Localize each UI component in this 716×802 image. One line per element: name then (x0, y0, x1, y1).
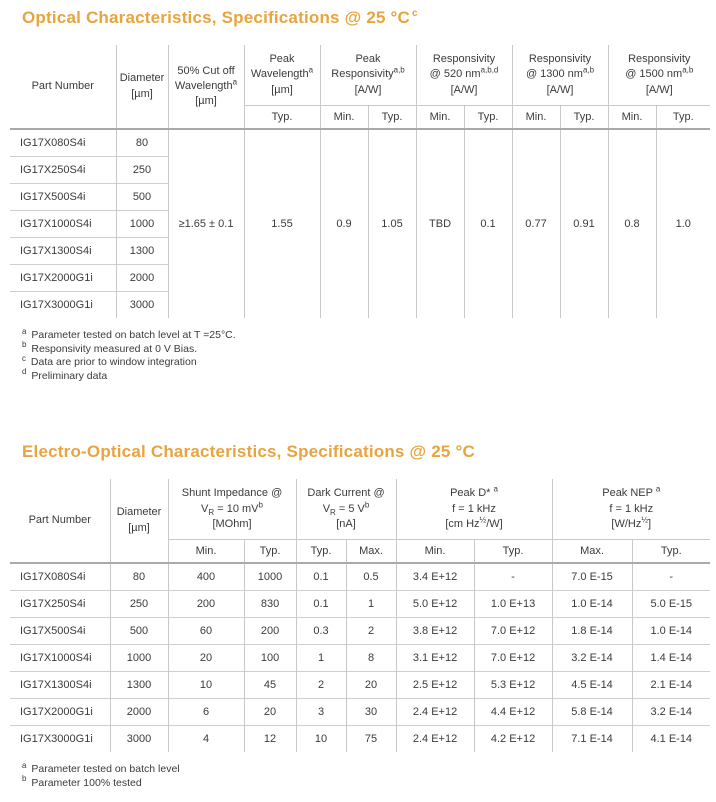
value-cell: 500 (116, 184, 168, 211)
merged-value-cell: 1.55 (244, 129, 320, 318)
value-cell: 4.4 E+12 (474, 699, 552, 726)
value-cell: 3.1 E+12 (396, 645, 474, 672)
part-number-cell: IG17X250S4i (10, 157, 116, 184)
value-cell: 10 (296, 726, 346, 753)
table-row (10, 129, 710, 157)
value-cell: 1.0 E+13 (474, 591, 552, 618)
footnote: $^b$ Parameter 100% tested (22, 774, 142, 789)
electro-optical-table-holder (10, 479, 710, 752)
column-header: Part Number (10, 45, 116, 129)
value-cell: 7.0 E+12 (474, 645, 552, 672)
value-cell: 500 (110, 618, 168, 645)
subcolumn-header: Min. (608, 106, 656, 130)
subcolumn-header: Typ. (368, 106, 416, 130)
subcolumn-header: Typ. (632, 540, 710, 564)
value-cell: 5.0 E+12 (396, 591, 474, 618)
subcolumn-header: Typ. (474, 540, 552, 564)
value-cell: 3000 (116, 292, 168, 319)
value-cell: 3.8 E+12 (396, 618, 474, 645)
column-header: Shunt Impedance @ $V_R = 10$ $mV^b$ [MOhm] (168, 479, 296, 540)
subcolumn-header: Max. (552, 540, 632, 564)
value-cell: 1000 (110, 645, 168, 672)
value-cell: 1300 (110, 672, 168, 699)
table-row (10, 699, 710, 726)
value-cell: 250 (110, 591, 168, 618)
value-cell: 7.0 E-15 (552, 563, 632, 591)
value-cell: 45 (244, 672, 296, 699)
value-cell: 5.3 E+12 (474, 672, 552, 699)
value-cell: 6 (168, 699, 244, 726)
value-cell: 2000 (110, 699, 168, 726)
value-cell: 0.5 (346, 563, 396, 591)
optical-table-holder (10, 45, 710, 318)
part-number-cell: IG17X500S4i (10, 184, 116, 211)
value-cell: 5.0 E-15 (632, 591, 710, 618)
optical-footnotes (10, 326, 710, 383)
section-title-text: Electro-Optical Characteristics, Specifications @ 25 °C (22, 442, 475, 462)
value-cell: 8 (346, 645, 396, 672)
column-header: Peak Responsivity$^{a,b}$ [A/W] (320, 45, 416, 106)
part-number-cell: IG17X2000G1i (10, 265, 116, 292)
column-header: Peak D* $^a$ f = 1 kHz [cm $Hz^{\frac{1}{2}}/W$] (396, 479, 552, 540)
merged-value-cell: 0.1 (464, 129, 512, 318)
header-row (10, 45, 710, 106)
value-cell: 1.0 E-14 (552, 591, 632, 618)
value-cell: 7.1 E-14 (552, 726, 632, 753)
subcolumn-header: Typ. (244, 540, 296, 564)
subcolumn-header: Typ. (296, 540, 346, 564)
optical-table (10, 45, 710, 318)
column-header: Diameter [µm] (116, 45, 168, 129)
value-cell: 2 (296, 672, 346, 699)
value-cell: 1 (346, 591, 396, 618)
electro-optical-footnotes (10, 760, 710, 790)
value-cell: 80 (110, 563, 168, 591)
value-cell: 10 (168, 672, 244, 699)
part-number-cell: IG17X3000G1i (10, 292, 116, 319)
subcolumn-header: Typ. (560, 106, 608, 130)
subcolumn-header: Min. (396, 540, 474, 564)
value-cell: 3.2 E-14 (632, 699, 710, 726)
value-cell: 1.0 E-14 (632, 618, 710, 645)
table-row (10, 645, 710, 672)
value-cell: 3.4 E+12 (396, 563, 474, 591)
column-header: Dark Current @ $V_R = 5$ $V^b$ [nA] (296, 479, 396, 540)
column-header: Responsivity @ 520 nm$^{a,b,d}$ [A/W] (416, 45, 512, 106)
value-cell: 250 (116, 157, 168, 184)
table-row (10, 618, 710, 645)
column-header: 50% Cut off Wavelength$^a$ [µm] (168, 45, 244, 129)
footnote: $^a$ Parameter tested on batch level (22, 760, 180, 776)
subcolumn-header: Typ. (244, 106, 320, 130)
merged-value-cell: 0.9 (320, 129, 368, 318)
subcolumn-header: Typ. (464, 106, 512, 130)
footnote: $^a$ Parameter tested on batch level at T =25°C. (22, 326, 236, 342)
column-header: Part Number (10, 479, 110, 563)
value-cell: 0.1 (296, 591, 346, 618)
part-number-cell: IG17X1000S4i (10, 645, 110, 672)
value-cell: 1.4 E-14 (632, 645, 710, 672)
header-row (10, 479, 710, 540)
value-cell: 1000 (116, 211, 168, 238)
merged-value-cell: ≥1.65 ± 0.1 (168, 129, 244, 318)
part-number-cell: IG17X250S4i (10, 591, 110, 618)
section-title-text: Optical Characteristics, Specifications @ 25 °C (22, 8, 411, 27)
electro-optical-characteristics-section (10, 442, 710, 790)
electro-optical-table (10, 479, 710, 752)
merged-value-cell: TBD (416, 129, 464, 318)
value-cell: 7.0 E+12 (474, 618, 552, 645)
value-cell: 3 (296, 699, 346, 726)
column-header: Responsivity @ 1300 nm$^{a,b}$ [A/W] (512, 45, 608, 106)
merged-value-cell: 1.0 (656, 129, 710, 318)
value-cell: 4.1 E-14 (632, 726, 710, 753)
value-cell: - (474, 563, 552, 591)
value-cell: 75 (346, 726, 396, 753)
value-cell: 4.5 E-14 (552, 672, 632, 699)
section-title-footnote-marker: c (412, 8, 418, 20)
part-number-cell: IG17X1000S4i (10, 211, 116, 238)
value-cell: 2.1 E-14 (632, 672, 710, 699)
merged-value-cell: 0.77 (512, 129, 560, 318)
table-row (10, 726, 710, 753)
value-cell: 200 (168, 591, 244, 618)
optical-characteristics-section (10, 8, 710, 383)
value-cell: 0.1 (296, 563, 346, 591)
table-row (10, 563, 710, 591)
footnote: $^d$ Preliminary data (22, 367, 108, 382)
value-cell: 200 (244, 618, 296, 645)
footnote: $^c$ Data are prior to window integration (22, 353, 197, 369)
table-row (10, 672, 710, 699)
value-cell: 0.3 (296, 618, 346, 645)
column-header: Diameter [µm] (110, 479, 168, 563)
subcolumn-header: Min. (416, 106, 464, 130)
part-number-cell: IG17X500S4i (10, 618, 110, 645)
value-cell: 2.5 E+12 (396, 672, 474, 699)
section-title-optical (22, 8, 710, 28)
value-cell: 5.8 E-14 (552, 699, 632, 726)
value-cell: 30 (346, 699, 396, 726)
subcolumn-header: Min. (168, 540, 244, 564)
merged-value-cell: 1.05 (368, 129, 416, 318)
merged-value-cell: 0.91 (560, 129, 608, 318)
footnote: $^b$ Responsivity measured at 0 V Bias. (22, 340, 198, 355)
value-cell: 1 (296, 645, 346, 672)
value-cell: 4.2 E+12 (474, 726, 552, 753)
part-number-cell: IG17X3000G1i (10, 726, 110, 753)
value-cell: 1300 (116, 238, 168, 265)
value-cell: 20 (346, 672, 396, 699)
subcolumn-header: Max. (346, 540, 396, 564)
subcolumn-header: Min. (512, 106, 560, 130)
value-cell: 830 (244, 591, 296, 618)
value-cell: 20 (244, 699, 296, 726)
subcolumn-header: Typ. (656, 106, 710, 130)
value-cell: 400 (168, 563, 244, 591)
value-cell: 2.4 E+12 (396, 726, 474, 753)
section-title-electro-optical (22, 442, 710, 462)
value-cell: 3000 (110, 726, 168, 753)
value-cell: 100 (244, 645, 296, 672)
part-number-cell: IG17X2000G1i (10, 699, 110, 726)
value-cell: 1.8 E-14 (552, 618, 632, 645)
merged-value-cell: 0.8 (608, 129, 656, 318)
part-number-cell: IG17X1300S4i (10, 672, 110, 699)
value-cell: - (632, 563, 710, 591)
value-cell: 1000 (244, 563, 296, 591)
part-number-cell: IG17X080S4i (20, 571, 86, 584)
column-header: Peak Wavelength$^a$ [µm] (244, 45, 320, 106)
part-number-cell: IG17X080S4i (20, 137, 86, 150)
column-header: Peak NEP $^a$ f = 1 kHz $[W/Hz^{\frac{1}{2}}]$ (552, 479, 710, 540)
table-row (10, 591, 710, 618)
subcolumn-header: Min. (320, 106, 368, 130)
column-header: Responsivity @ 1500 nm$^{a,b}$ [A/W] (608, 45, 710, 106)
value-cell: 80 (116, 129, 168, 157)
part-number-cell: IG17X1300S4i (10, 238, 116, 265)
value-cell: 2 (346, 618, 396, 645)
value-cell: 3.2 E-14 (552, 645, 632, 672)
value-cell: 2000 (116, 265, 168, 292)
value-cell: 2.4 E+12 (396, 699, 474, 726)
value-cell: 12 (244, 726, 296, 753)
value-cell: 20 (168, 645, 244, 672)
value-cell: 4 (168, 726, 244, 753)
value-cell: 60 (168, 618, 244, 645)
